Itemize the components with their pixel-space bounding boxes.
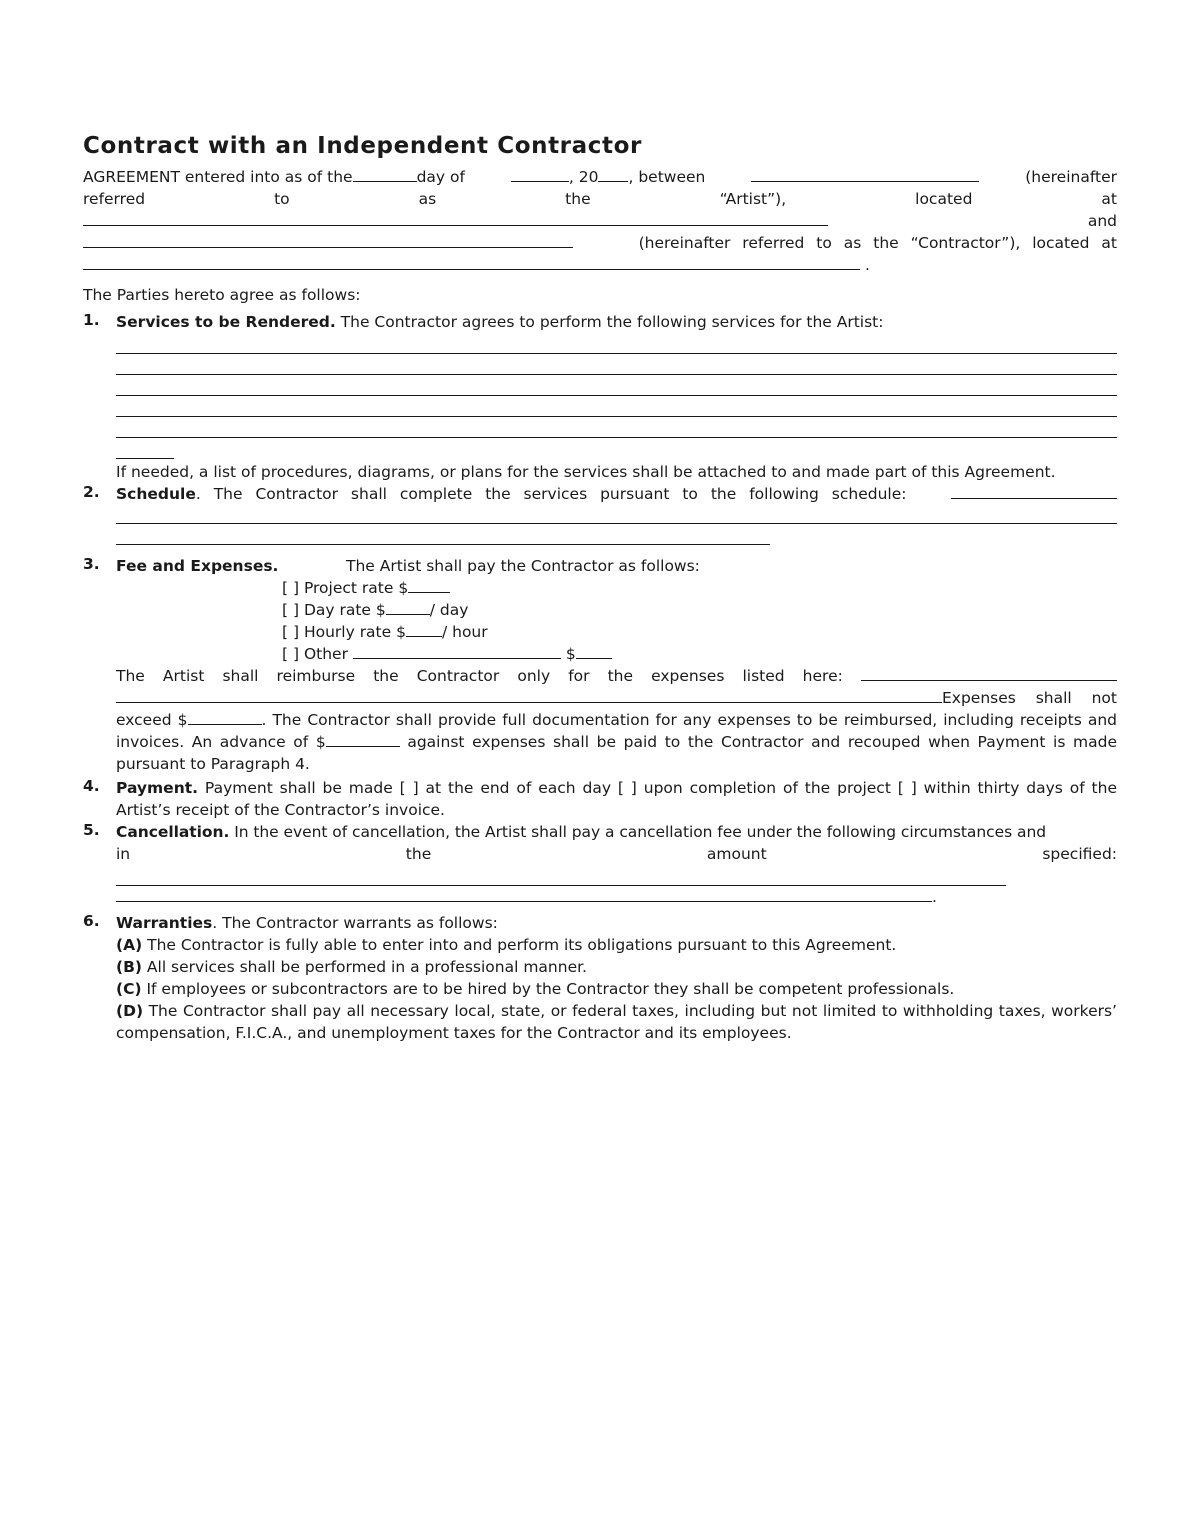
expenses-blank[interactable] xyxy=(861,665,1117,681)
intro-line-5 xyxy=(83,254,1117,276)
intro-text: (hereinafter referred to as the “Contractor”), located at xyxy=(638,234,1117,252)
services-line[interactable] xyxy=(116,375,1117,396)
intro-period: . xyxy=(864,256,870,274)
section-number: 1. xyxy=(83,311,100,329)
intro-word: referred xyxy=(83,190,146,208)
section-2 xyxy=(83,483,1117,545)
services-line[interactable] xyxy=(116,333,1117,354)
hourly-rate-blank[interactable] xyxy=(406,621,442,637)
day-rate-blank[interactable] xyxy=(386,599,430,615)
section-text: Payment shall be made [ ] at the end of each day [ ] upon completion of the project [ ] within thirty days of the Artist’s receipt of the Contractor’s invoice. xyxy=(116,779,1117,819)
section-6 xyxy=(83,912,1117,1044)
section-text: In the event of cancellation, the Artist shall pay a cancellation fee under the following circumstances and xyxy=(229,823,1047,841)
services-line[interactable] xyxy=(116,417,1117,438)
section-heading: Payment. xyxy=(116,779,199,797)
advance-amount-blank[interactable] xyxy=(326,731,400,747)
exceed-amount-blank[interactable] xyxy=(188,709,262,725)
section-text: . The Contractor shall complete the services pursuant to the following schedule: xyxy=(195,485,907,503)
section-3 xyxy=(83,555,1117,775)
intro-word: the xyxy=(565,190,591,208)
contract-page xyxy=(83,130,1117,1044)
intro-line-2 xyxy=(83,188,1117,210)
section-4 xyxy=(83,777,1117,821)
section-1 xyxy=(83,311,1117,483)
warranty-b: (B) All services shall be performed in a professional manner. xyxy=(116,958,587,976)
intro-line-3 xyxy=(83,210,1117,232)
section-heading: Warranties xyxy=(116,914,213,932)
intro-text: (hereinafter xyxy=(1025,168,1117,186)
services-line[interactable] xyxy=(116,438,174,459)
intro-word: located xyxy=(915,190,973,208)
cancellation-line[interactable] xyxy=(116,886,932,902)
section-number: 2. xyxy=(83,483,100,501)
artist-name-blank[interactable] xyxy=(751,166,979,182)
section-number: 6. xyxy=(83,912,100,930)
section-heading: Fee and Expenses. xyxy=(116,557,279,575)
section-heading: Cancellation. xyxy=(116,823,230,841)
intro-word: “Artist”), xyxy=(719,190,787,208)
intro-word: and xyxy=(1087,212,1117,230)
section-heading: Schedule xyxy=(116,485,196,503)
expenses-list-blank[interactable] xyxy=(116,687,942,703)
warranty-c: (C) If employees or subcontractors are to be hired by the Contractor they shall be competent professionals. xyxy=(116,980,955,998)
intro-text: , between xyxy=(628,168,706,186)
contractor-name-blank[interactable] xyxy=(83,232,573,248)
expenses-paragraph: exceed $ . The Contractor shall provide full documentation for any expenses to be reimbursed, including receipts and invoices. An advance of $ against expenses shall be paid to the Contractor and recouped when Payment is made pursuant to Paragraph 4. xyxy=(116,711,1117,773)
services-line[interactable] xyxy=(116,396,1117,417)
month-blank[interactable] xyxy=(511,166,569,182)
document-title: Contract with an Independent Contractor xyxy=(83,133,642,159)
fee-option-other: [ ] Other $ xyxy=(282,643,1117,665)
section-number: 4. xyxy=(83,777,100,795)
fee-option-hourly: [ ] Hourly rate $ / hour xyxy=(282,623,488,641)
artist-address-blank[interactable] xyxy=(83,210,828,226)
services-note: If needed, a list of procedures, diagrams, or plans for the services shall be attached to and made part of this Agreement. xyxy=(116,463,1056,481)
section-heading: Services to be Rendered. xyxy=(116,313,336,331)
other-amount-blank[interactable] xyxy=(576,643,612,659)
services-line[interactable] xyxy=(116,354,1117,375)
intro-word: at xyxy=(1101,190,1117,208)
intro-line-1 xyxy=(83,166,1117,188)
schedule-line[interactable] xyxy=(116,505,1117,524)
intro-text: day of xyxy=(416,168,465,186)
contractor-address-blank[interactable] xyxy=(83,254,860,270)
reimburse-line: The Artist shall reimburse the Contractor only for the expenses listed here: xyxy=(116,665,1117,687)
intro-word: as xyxy=(418,190,437,208)
section-text: . The Contractor warrants as follows: xyxy=(212,914,498,932)
day-blank[interactable] xyxy=(353,166,417,182)
parties-line: The Parties hereto agree as follows: xyxy=(83,286,361,304)
intro-line-4 xyxy=(83,232,1117,254)
warranty-d: (D) The Contractor shall pay all necessary local, state, or federal taxes, including but not limited to withholding taxes, workers’ compensation, F.I.C.A., and unemployment taxes for the Contractor and its employees. xyxy=(116,1002,1117,1042)
warranty-a: (A) The Contractor is fully able to enter into and perform its obligations pursuant to this Agreement. xyxy=(116,936,897,954)
section-text: The Contractor agrees to perform the following services for the Artist: xyxy=(335,313,884,331)
fee-option-day: [ ] Day rate $ / day xyxy=(282,601,469,619)
section-number: 5. xyxy=(83,821,100,839)
section-5: 5. Cancellation. In the event of cancellation, the Artist shall pay a cancellation fee under the following circumstances and in the amount specified: . xyxy=(83,821,1117,906)
expenses-line: Expenses shall not xyxy=(116,687,1117,709)
section-number: 3. xyxy=(83,555,100,573)
schedule-blank[interactable] xyxy=(951,483,1117,499)
fee-option-project: [ ] Project rate $ xyxy=(282,577,1117,599)
section-text: The Artist shall pay the Contractor as follows: xyxy=(346,557,700,575)
cancellation-line[interactable] xyxy=(116,865,1006,886)
intro-text: AGREEMENT entered into as of the xyxy=(83,168,353,186)
schedule-line[interactable] xyxy=(116,524,770,545)
other-fee-blank[interactable] xyxy=(353,643,561,659)
intro-word: to xyxy=(274,190,290,208)
intro-text: , 20 xyxy=(568,168,599,186)
project-rate-blank[interactable] xyxy=(408,577,450,593)
year-blank[interactable] xyxy=(598,166,628,182)
